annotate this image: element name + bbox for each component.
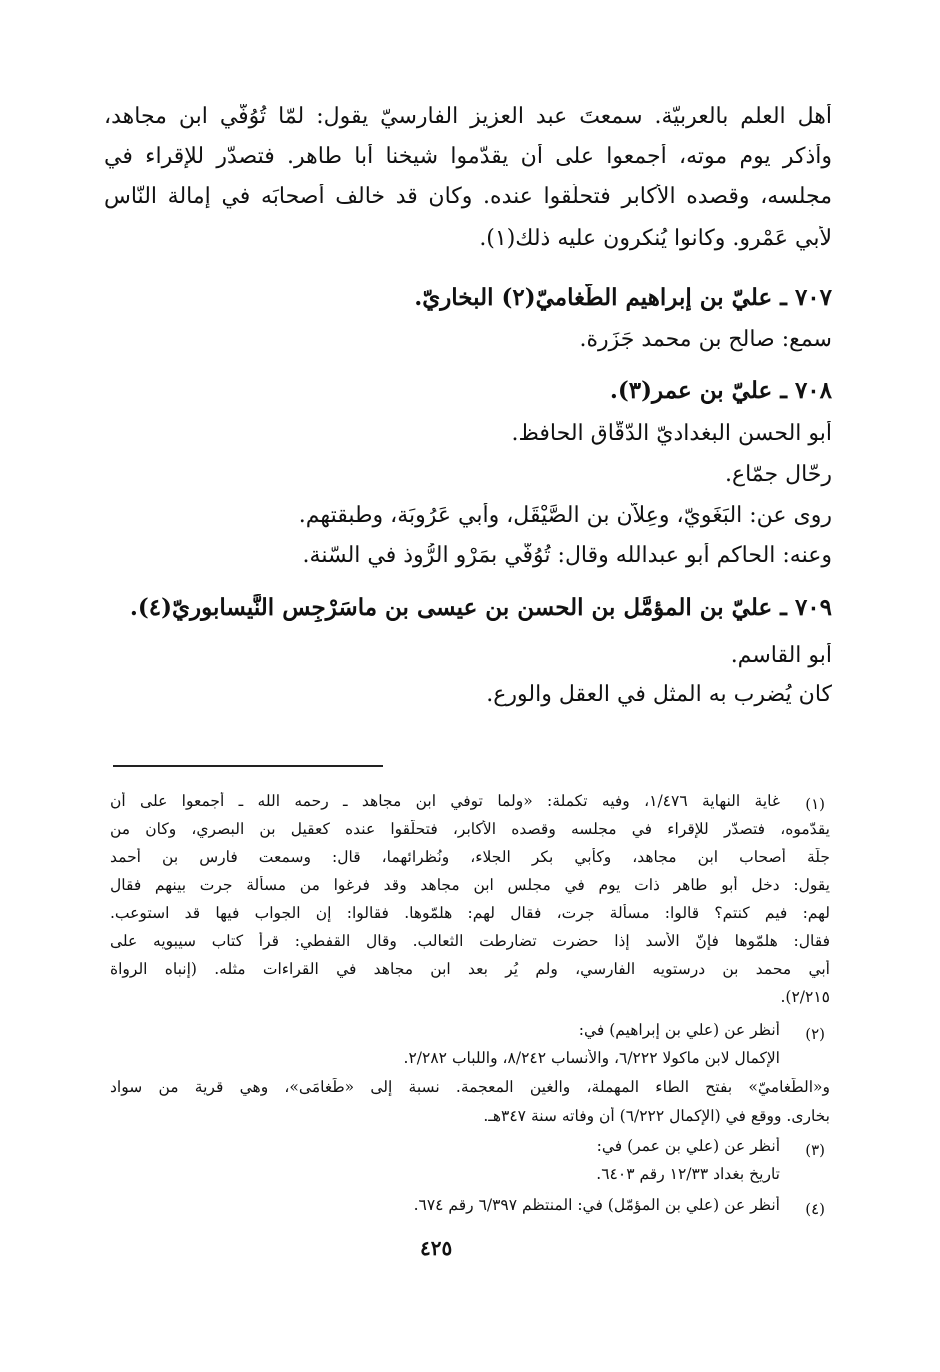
entry-text-line: سمع: صالح بن محمد جَزَرة.	[579, 327, 832, 352]
footnote-line: أنظر عن (علي بن المؤمّل) في: المنتظم ٦/٣٩٧ رقم ٦٧٤.	[413, 1196, 780, 1214]
footnote-line: أنظر عن (علي بن إبراهيم) في:	[578, 1021, 780, 1039]
footnote-line: يقول: دخل أبو طاهر ذات يوم في مجلس ابن مجاهد وقد فرغوا من مسألة جرت بينهم فقال	[110, 876, 830, 894]
body-text-line: وأذكر يوم موته، أجمعوا على أن يقدّموا شيخنا أبا طاهر. فتصدّر للإقراء في	[104, 144, 832, 169]
footnote-line: و«الطَّغاميّ» بفتح الطاء المهملة، والغين المعجمة. نسبة إلى «طَغامَى»، وهي قرية من سواد	[110, 1078, 830, 1096]
footnote-line: أبي محمد بن درستويه الفارسي، ولم يُر بعد ابن مجاهد في القراءات مثله. (إنباه الرواة	[110, 960, 830, 978]
footnote-number: (٢)	[805, 1025, 825, 1043]
footnote-line: لهم: فيم كنتم؟ قالوا: مسألة جرت، فقال لهم: هلمّوها. فقالوا: إن الجواب فيها قد استوعب.	[110, 904, 830, 922]
entry-text-line: روى عن: البَغَويّ، وعِلاّن بن الصَّيْقَل، وأبي عَرُوبَة، وطبقتهم.	[298, 503, 832, 528]
body-text-line: مجلسه، وقصده الأكابر فتحلّقوا عنده. وكان قد خالف أصحابَه في إمالة النّاس	[104, 184, 832, 209]
body-text-line: لأبي عَمْرو. وكانوا يُنكرون عليه ذلك(١).	[479, 226, 832, 251]
footnote-line: تاريخ بغداد ١٢/٣٣ رقم ٦٤٠٣.	[596, 1165, 780, 1183]
footnote-line: جلّة أصحاب ابن مجاهد، وكأبي بكر الجلاء، ونُظرائهما، قال: وسمعت فارس بن أحمد	[110, 848, 830, 866]
footnote-line: بخارى. ووقع في (الإكمال ٦/٢٢٢) أن وفاته سنة ٣٤٧هـ.	[483, 1107, 830, 1125]
entry-text-line: أبو القاسم.	[730, 643, 832, 668]
body-text-line: أهل العلم بالعربيّة. سمعتَ عبد العزيز الفارسيّ يقول: لمّا تُوُفّي ابن مجاهد،	[104, 104, 832, 129]
footnote-number: (١)	[805, 795, 825, 813]
footnote-line: يقدّموه، فتصدّر للإقراء في مجلسه وقصده الأكابر، فتحلّقوا عنده كعقيل بن البصري، وكان من	[110, 820, 830, 838]
entry-text-line: كان يُضرب به المثل في العقل والورع.	[486, 682, 832, 707]
entry-heading-709: ٧٠٩ ـ عليّ بن المؤمَّل بن الحسن بن عيسى بن ماسَرْجِس النَّيسابوريّ(٤).	[129, 594, 832, 621]
page-number: ٤٢٥	[420, 1236, 453, 1260]
entry-text-line: وعنه: الحاكم أبو عبدالله وقال: تُوُفّي بمَرْو الرُّوذ في السّنة.	[302, 543, 832, 568]
entry-heading-708: ٧٠٨ ـ عليّ بن عمر(٣).	[609, 377, 832, 404]
entry-heading-707: ٧٠٧ ـ عليّ بن إبراهيم الطَّغاميّ(٢) البخاريّ.	[414, 284, 832, 311]
footnote-line: فقال: هلمّوها فإنّ الأسد إذا حضرت تضارطت الثعالب. وقال القفطي: قرأ كتاب سيبويه على	[110, 932, 830, 950]
footnote-number: (٣)	[805, 1141, 825, 1159]
footnote-line: غاية النهاية ١/٤٧٦، وفيه تكملة: «ولما توفي ابن مجاهد ـ رحمه الله ـ أجمعوا على أن	[110, 792, 780, 810]
entry-text-line: أبو الحسن البغداديّ الدّقّاق الحافظ.	[511, 421, 832, 446]
footnote-line: ٢/٢١٥).	[780, 988, 830, 1006]
footnote-number: (٤)	[805, 1200, 825, 1218]
footnote-line: الإكمال لابن ماكولا ٦/٢٢٢، والأنساب ٨/٢٤٢، واللباب ٢/٢٨٢.	[403, 1049, 780, 1067]
entry-text-line: رحّال جمّاع.	[724, 462, 832, 487]
footnote-line: أنظر عن (علي بن عمر) في:	[596, 1137, 780, 1155]
footnote-separator	[113, 765, 383, 767]
